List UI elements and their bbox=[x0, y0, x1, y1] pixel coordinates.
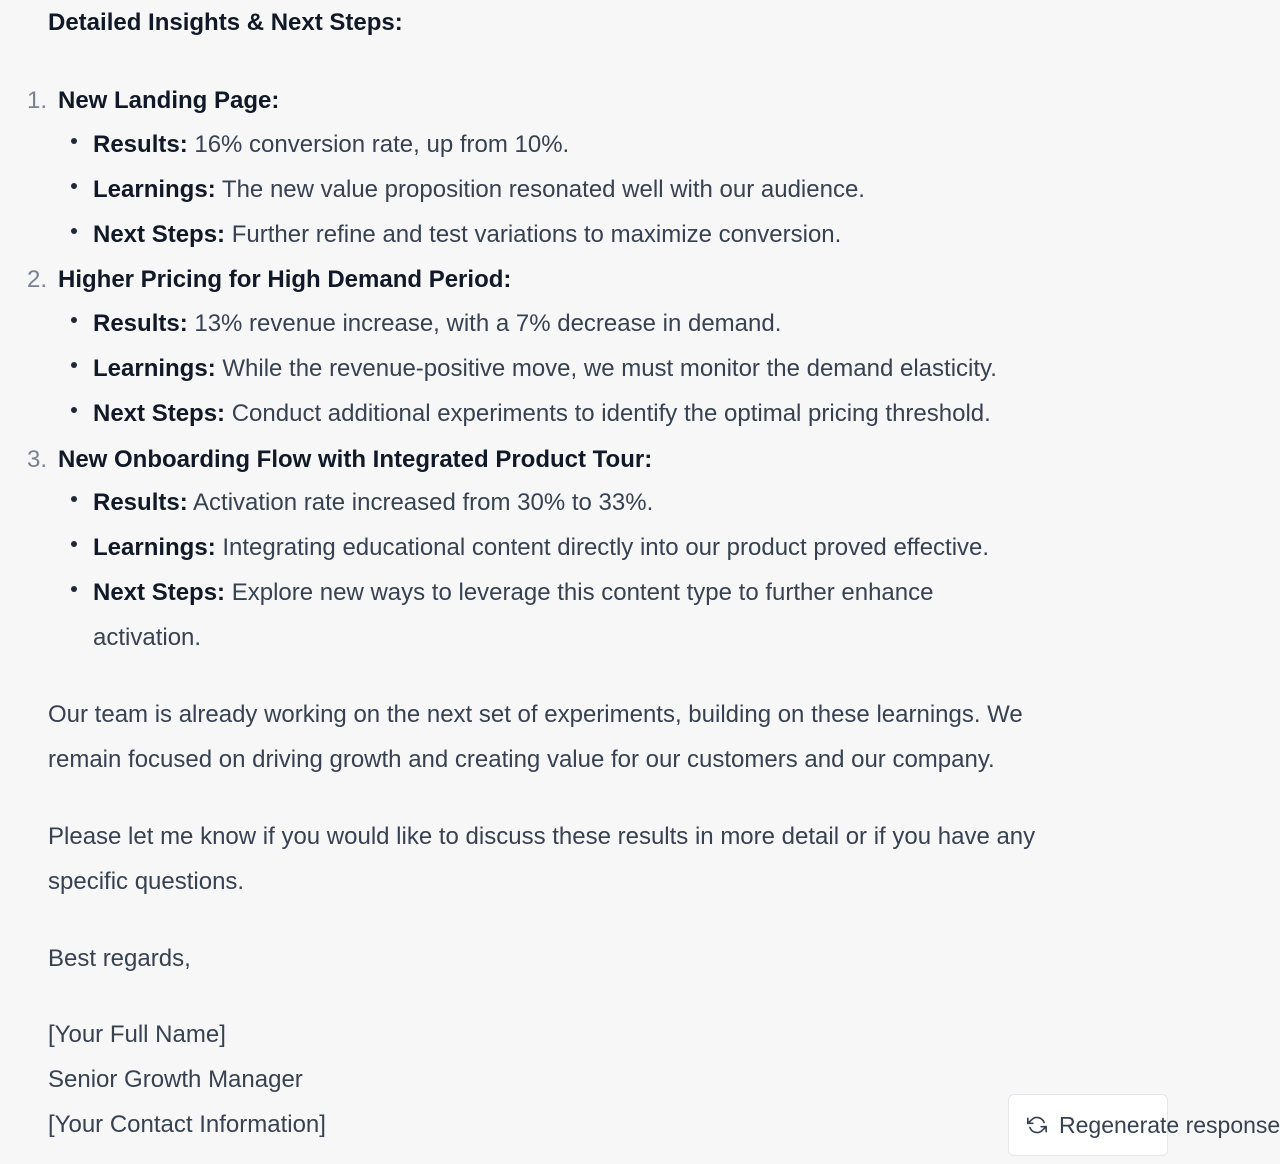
section-number: 1. bbox=[26, 87, 47, 114]
item-label: Learnings: bbox=[93, 355, 216, 382]
item-text: Integrating educational content directly into our product proved effective. bbox=[215, 534, 990, 561]
item-label: Next Steps: bbox=[93, 579, 226, 606]
item-label: Results: bbox=[93, 310, 188, 337]
section-title: Higher Pricing for High Demand Period: bbox=[58, 266, 512, 293]
signature-name: [Your Full Name] bbox=[48, 1021, 226, 1048]
item-text: Activation rate increased from 30% to 33%. bbox=[187, 489, 654, 516]
item-text: Explore new ways to leverage this content type to further enhance activation. bbox=[93, 579, 934, 651]
list-item bbox=[93, 391, 1113, 436]
item-text: Conduct additional experiments to identify the optimal pricing threshold. bbox=[225, 400, 991, 427]
regenerate-button[interactable] bbox=[1008, 1094, 1280, 1156]
bullet-icon bbox=[70, 362, 78, 370]
item-label: Next Steps: bbox=[93, 221, 226, 248]
list-item bbox=[93, 212, 1113, 257]
insights-heading: Detailed Insights & Next Steps: bbox=[48, 9, 403, 36]
signature-title: Senior Growth Manager bbox=[48, 1066, 303, 1093]
item-text: 13% revenue increase, with a 7% decrease in demand. bbox=[187, 310, 782, 337]
bullet-icon bbox=[70, 183, 78, 191]
discuss-paragraph: Please let me know if you would like to discuss these results in more detail or if you have any specific questions. bbox=[48, 823, 1036, 895]
closing-text: Best regards, bbox=[48, 945, 191, 972]
item-label: Results: bbox=[93, 489, 188, 516]
list-item bbox=[93, 570, 993, 660]
section-number: 2. bbox=[26, 266, 47, 293]
refresh-icon bbox=[1027, 1115, 1047, 1135]
list-item bbox=[93, 346, 1113, 391]
item-text: The new value proposition resonated well with our audience. bbox=[215, 176, 865, 203]
item-label: Results: bbox=[93, 131, 188, 158]
bullet-icon bbox=[70, 317, 78, 325]
list-item bbox=[93, 480, 1113, 525]
list-item bbox=[93, 525, 1113, 570]
section-title: New Landing Page: bbox=[58, 87, 280, 114]
team-paragraph: Our team is already working on the next set of experiments, building on these learnings. We remain focused on driving growth and creating value for our customers and our company. bbox=[48, 701, 1023, 773]
item-text: Further refine and test variations to maximize conversion. bbox=[225, 221, 842, 248]
bullet-icon bbox=[70, 407, 78, 415]
section-number: 3. bbox=[26, 446, 47, 473]
bullet-icon bbox=[70, 496, 78, 504]
item-label: Learnings: bbox=[93, 534, 216, 561]
bullet-icon bbox=[70, 138, 78, 146]
section-title: New Onboarding Flow with Integrated Product Tour: bbox=[58, 446, 653, 473]
list-item bbox=[93, 122, 1113, 167]
bullet-icon bbox=[70, 586, 78, 594]
list-item bbox=[93, 167, 1113, 212]
signature-contact: [Your Contact Information] bbox=[48, 1111, 326, 1138]
item-label: Next Steps: bbox=[93, 400, 226, 427]
item-text: 16% conversion rate, up from 10%. bbox=[187, 131, 570, 158]
bullet-icon bbox=[70, 541, 78, 549]
bullet-icon bbox=[70, 228, 78, 236]
item-text: While the revenue-positive move, we must monitor the demand elasticity. bbox=[215, 355, 997, 382]
list-item bbox=[93, 301, 1113, 346]
regenerate-label: Regenerate response bbox=[1059, 1111, 1280, 1138]
item-label: Learnings: bbox=[93, 176, 216, 203]
